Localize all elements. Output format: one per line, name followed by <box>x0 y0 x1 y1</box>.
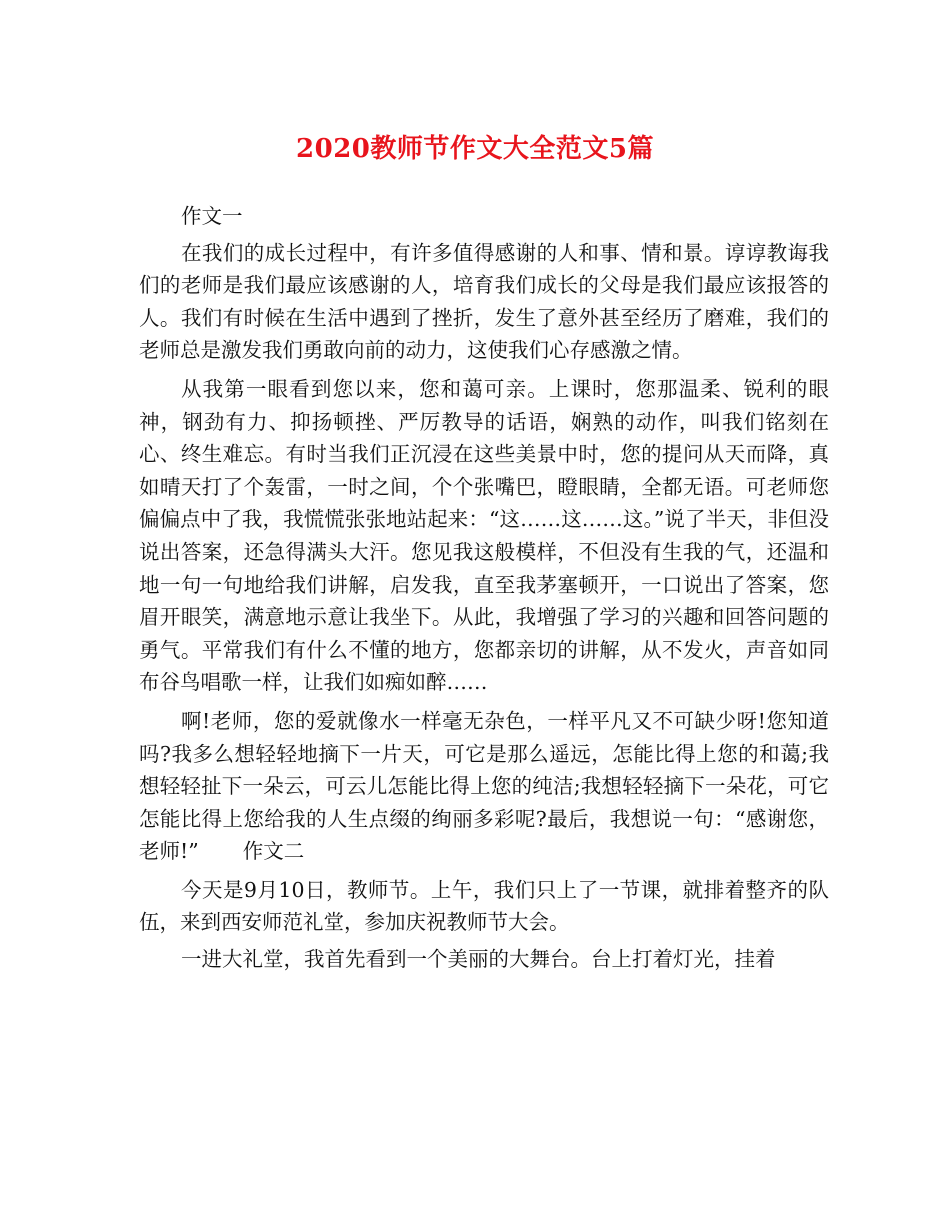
page-title: 2020教师节作文大全范文5篇 <box>296 134 654 164</box>
paragraph-text: 啊!老师，您的爱就像水一样毫无杂色，一样平凡又不可缺少呀!您知道吗?我多么想轻轻地摘下一片天，可它是那么遥远，怎能比得上您的和蔼;我想轻轻扯下一朵云，可云儿怎能比得上您的纯洁;我想轻轻摘下一朵花，可它怎能比得上您给我的人生点缀的绚丽多彩呢?最后，我想说一句：“感谢您，老师!” <box>139 708 829 864</box>
paragraph: 一进大礼堂，我首先看到一个美丽的大舞台。台上打着灯光，挂着 <box>181 947 776 972</box>
paragraph <box>139 705 829 868</box>
paragraph: 从我第一眼看到您以来，您和蔼可亲。上课时，您那温柔、锐利的眼神，钢劲有力、抑扬顿挫、严厉教导的话语，娴熟的动作，叫我们铭刻在心、终生难忘。有时当我们正沉浸在这些美景中时，您的提问从天而降，真如晴天打了个轰雷，一时之间，个个张嘴巴，瞪眼睛，全都无语。可老师您偏偏点中了我，我慌慌张张地站起来：“这……这……这。”说了半天，非但没说出答案，还急得满头大汗。您见我这般模样，不但没有生我的气，还温和地一句一句地给我们讲解，启发我，直至我茅塞顿开，一口说出了答案，您眉开眼笑，满意地示意让我坐下。从此，我增强了学习的兴趣和回答问题的勇气。平常我们有什么不懂的地方，您都亲切的讲解，从不发火，声音如同布谷鸟唱歌一样，让我们如痴如醉…… <box>139 376 829 695</box>
essay-2-heading: 作文二 <box>242 839 305 864</box>
document-body <box>139 200 829 982</box>
paragraph: 今天是9月10日，教师节。上午，我们只上了一节课，就排着整齐的队伍，来到西安师范礼堂，参加庆祝教师节大会。 <box>139 877 829 935</box>
paragraph: 在我们的成长过程中，有许多值得感谢的人和事、情和景。谆谆教诲我们的老师是我们最应该感谢的人，培育我们成长的父母是我们最应该报答的人。我们有时候在生活中遇到了挫折，发生了意外甚至经历了磨难，我们的老师总是激发我们勇敢向前的动力，这使我们心存感激之情。 <box>139 240 829 363</box>
essay-1-heading: 作文一 <box>181 204 243 228</box>
